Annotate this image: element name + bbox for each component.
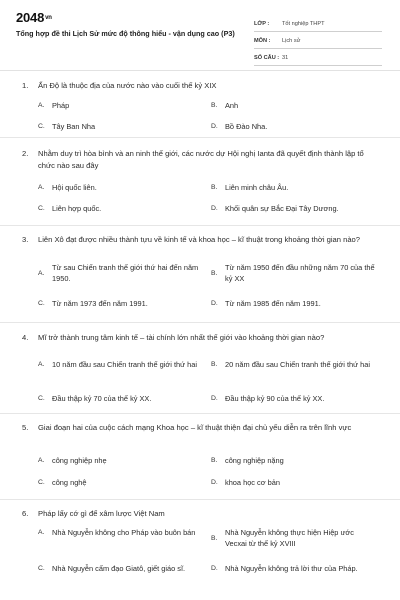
document-title: Tổng hợp đề thi Lịch Sử mức độ thông hiểu - vận dụng cao (P3) [16,29,235,38]
option-text: Bồ Đào Nha. [225,122,268,131]
option-c[interactable] [38,298,202,309]
option-text: công nghiệp nhẹ [52,456,107,465]
option-text: Tây Ban Nha [52,122,96,131]
option-text: Đầu thập kỷ 70 của thế kỷ XX. [52,394,152,403]
option-letter: A. [38,102,45,109]
option-letter: D. [211,395,218,402]
question-item [0,323,400,414]
option-letter: C. [38,123,45,130]
option-a[interactable] [38,359,202,370]
option-text: Nhà Nguyễn cấm đạo Giatô, giết giáo sĩ. [52,564,186,573]
option-letter: C. [38,565,45,572]
option-c[interactable] [38,203,202,214]
option-text: Liên hợp quốc. [52,204,102,213]
option-letter: B. [211,457,218,464]
option-c[interactable] [38,563,202,574]
option-a[interactable] [38,455,202,466]
question-item [0,70,400,138]
question-number: 1. [22,81,29,90]
question-text: Ấn Độ là thuộc địa của nước nào vào cuối thế kỷ XIX [38,81,217,90]
meta-class-row [254,17,382,32]
question-number: 3. [22,235,29,244]
option-c[interactable] [38,477,202,488]
option-b[interactable] [211,527,375,549]
option-letter: C. [38,300,45,307]
option-c[interactable] [38,393,202,404]
option-letter: A. [38,457,45,464]
question-number: 4. [22,333,29,342]
meta-value: 31 [282,55,289,61]
option-text: Từ sau Chiến tranh thế giới thứ hai đến năm 1950. [52,263,199,283]
option-letter: D. [211,205,218,212]
option-text: 10 năm đầu sau Chiến tranh thế giới thứ hai [52,360,197,369]
option-text: Pháp [52,101,70,110]
option-a[interactable] [38,100,202,111]
option-letter: D. [211,300,218,307]
question-item [0,500,400,600]
option-c[interactable] [38,121,202,132]
option-text: Từ năm 1950 đến đầu những năm 70 của thế kỷ XX [225,263,375,283]
option-letter: B. [211,269,218,277]
option-text: khoa học cơ bản [225,478,280,487]
meta-count-row [254,51,382,66]
option-letter: A. [38,184,45,191]
option-letter: B. [211,361,218,368]
question-text: Nhằm duy trì hòa bình và an ninh thế giới, các nước dự Hội nghị Ianta đã quyết định thành lập tổ chức nào sau đây [38,149,364,170]
option-d[interactable] [211,563,375,574]
question-item [0,226,400,323]
option-letter: D. [211,565,218,572]
logo-text: 2048 [16,10,45,25]
question-text: Pháp lấy cớ gì để xâm lược Việt Nam [38,509,165,518]
option-letter: A. [38,361,45,368]
option-b[interactable] [211,455,375,466]
question-text: Giai đoạn hai của cuộc cách mạng Khoa học – kĩ thuật thiện đại chủ yếu diễn ra trên lĩnh vực [38,423,352,432]
option-text: Nhà Nguyễn không trả lời thư của Pháp. [225,564,358,573]
option-text: 20 năm đầu sau Chiến tranh thế giới thứ hai [225,360,370,369]
question-list [0,70,400,600]
option-text: Liên minh châu Âu. [225,183,289,192]
option-b[interactable] [211,182,375,193]
question-number: 2. [22,149,29,158]
option-text: Anh [225,101,239,110]
option-a[interactable] [38,262,202,284]
option-b[interactable] [211,262,375,284]
option-text: Khối quân sự Bắc Đại Tây Dương. [225,204,339,213]
option-a[interactable] [38,182,202,193]
option-text: Nhà Nguyễn không thực hiện Hiệp ước Vecxai từ thế kỷ XVIII [225,528,354,548]
question-text: Liên Xô đạt được nhiều thành tựu về kinh tế và khoa học – kĩ thuật trong khoảng thời gian nào? [38,235,360,244]
logo-suffix: vn [45,15,52,21]
question-stem [22,234,382,246]
question-stem [22,148,382,170]
question-number: 6. [22,509,29,518]
option-letter: C. [38,479,45,486]
question-number: 5. [22,423,29,432]
meta-subject-row [254,34,382,49]
meta-key: SỐ CÂU : [254,55,280,61]
option-letter: C. [38,205,45,212]
option-d[interactable] [211,393,375,404]
document-header [0,0,400,64]
question-item [0,138,400,226]
document-meta [254,17,382,66]
question-text: Mĩ trở thành trung tâm kinh tế – tài chính lớn nhất thế giới vào khoảng thời gian nào? [38,333,325,342]
option-text: Từ năm 1973 đến năm 1991. [52,299,148,308]
question-stem [22,80,382,92]
question-item [0,414,400,500]
option-letter: C. [38,395,45,402]
meta-key: LỚP : [254,21,270,27]
option-text: Nhà Nguyễn không cho Pháp vào buôn bán [52,528,196,537]
question-stem [22,422,382,434]
question-stem [22,332,382,344]
option-text: Từ năm 1985 đến năm 1991. [225,299,321,308]
meta-value: Tốt nghiệp THPT [282,21,325,27]
option-letter: B. [211,184,218,191]
option-a[interactable] [38,527,202,538]
option-letter: D. [211,123,218,130]
option-letter: B. [211,534,218,542]
question-stem [22,508,382,520]
option-b[interactable] [211,359,375,370]
meta-value: Lịch sử [282,38,301,44]
meta-key: MÔN : [254,38,271,44]
option-d[interactable] [211,298,375,309]
option-text: công nghệ [52,478,87,487]
option-letter: A. [38,529,45,536]
option-letter: A. [38,269,45,277]
option-text: Hội quốc liên. [52,183,97,192]
option-d[interactable] [211,121,375,132]
option-letter: B. [211,102,218,109]
option-d[interactable] [211,203,375,214]
option-letter: D. [211,479,218,486]
option-d[interactable] [211,477,375,488]
option-text: công nghiệp nặng [225,456,284,465]
option-text: Đầu thập kỷ 90 của thế kỷ XX. [225,394,325,403]
option-b[interactable] [211,100,375,111]
